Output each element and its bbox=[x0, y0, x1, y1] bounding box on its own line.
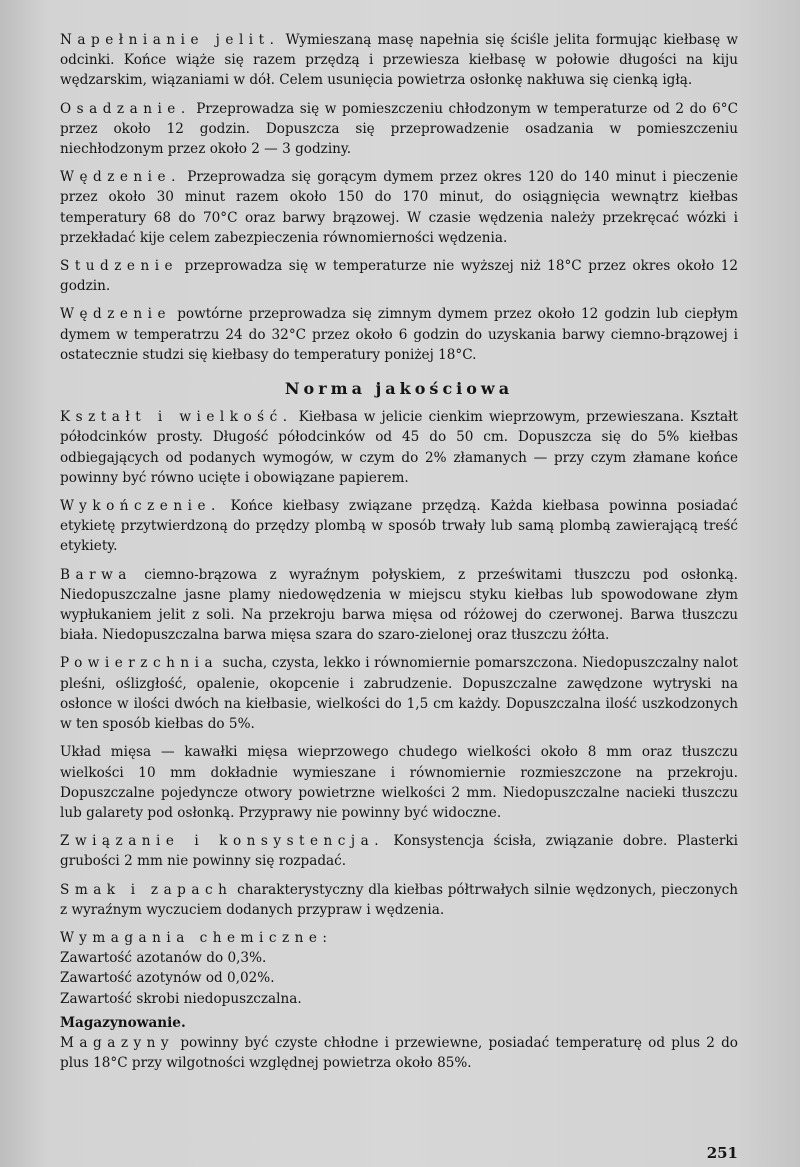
chemical-line: Zawartość azotanów do 0,3%. bbox=[60, 950, 267, 967]
paragraph-color bbox=[60, 565, 738, 646]
paragraph-text: Konsystencja ścisła, związanie dobre. Plasterki grubości 2 mm nie powinny się rozpadać. bbox=[60, 833, 738, 870]
paragraph-text: powtórne przeprowadza się zimnym dymem przez około 12 godzin lub ciepłym dymem w temperatrzu 24 do 32°C przez około 6 godzin do uzyskania barwy ciemno-brązowej i ostatecznie studzi się kiełbasy do temperatury poniżej 18°C. bbox=[60, 306, 738, 363]
paragraph-lead: Wykończenie. bbox=[60, 498, 221, 515]
paragraph-lead: Osadzanie. bbox=[60, 100, 191, 117]
paragraph-lead: Magazyny bbox=[60, 1034, 175, 1051]
paragraph-lead: Wędzenie. bbox=[60, 169, 181, 186]
section-heading: Norma jakościowa bbox=[284, 379, 514, 399]
paragraph-lead: Barwa bbox=[60, 566, 132, 583]
paragraph-finishing bbox=[60, 496, 738, 557]
paragraph-taste-smell bbox=[60, 880, 738, 920]
paragraph-filling bbox=[60, 30, 738, 91]
paragraph-text: charakterystyczny dla kiełbas półtrwałych silnie wędzonych, pieczonych z wyraźnym wyczuciem dodanych przypraw i wędzenia. bbox=[60, 881, 738, 918]
paragraph-text: Końce kiełbasy związane przędzą. Każda kiełbasa powinna posiadać etykietę przytwierdzoną do przędzy plombą w sposób trwały lub samą plombą zawierającą treść etykiety. bbox=[60, 498, 738, 555]
page-number: 251 bbox=[706, 1143, 738, 1162]
paragraph-lead: Powierzchnia bbox=[60, 655, 219, 672]
paragraph-text: powinny być czyste chłodne i przewiewne, posiadać temperaturę od plus 2 do plus 18°C przy wilgotności względnej powietrza około 85%. bbox=[60, 1034, 738, 1072]
paragraph-lead: Kształt i wielkość. bbox=[60, 409, 293, 426]
production-section bbox=[60, 30, 738, 365]
paragraph-text: Przeprowadza się w pomieszczeniu chłodzonym w temperaturze od 2 do 6°C przez około 12 godzin. Dopuszcza się przeprowadzenie osadzania w pomieszczeniu niechłodzonym przez około 2 — 3 godziny. bbox=[60, 100, 738, 158]
paragraph-lead: Związanie i konsystencja. bbox=[60, 833, 385, 850]
chemical-requirements bbox=[60, 928, 738, 1009]
paragraph-text: Wymieszaną masę napełnia się ściśle jelita formując kiełbasę w odcinki. Końce wiąże się razem przędzą i przewiesza kiełbasę w połowie długości na kiju wędzarskim, wiązaniami w dół. Celem usunięcia powietrza osłonkę nakłuwa się cienką igłą. bbox=[60, 32, 738, 89]
paragraph-lead: Wędzenie bbox=[60, 306, 172, 323]
paragraph-text: Układ mięsa — kawałki mięsa wieprzowego chudego wielkości około 8 mm oraz tłuszczu wielkości 10 mm dokładnie wymieszane i równomiernie rozmieszczone na przekroju. Dopuszczalne pojedyncze otwory powietrzne wielkości 2 mm. Niedopuszczalne nacieki tłuszczu lub galarety pod osłonką. Przyprawy nie powinny być widoczne. bbox=[60, 744, 738, 821]
storage-section bbox=[60, 1013, 738, 1074]
paragraph-text: przeprowadza się w temperaturze nie wyższej niż 18°C przez okres około 12 godzin. bbox=[60, 258, 738, 295]
chemical-line: Zawartość azotynów od 0,02%. bbox=[60, 970, 275, 987]
paragraph-text: ciemno-brązowa z wyraźnym połyskiem, z prześwitami tłuszczu pod osłonką. Niedopuszczalne jasne plamy niedowędzenia w miejscu styku kiełbas lub spowodowane złym wypłukaniem jelit z soli. Na przekroju barwa mięsa od różowej do czerwonej. Barwa tłuszczu biała. Niedopuszczalna barwa mięsa szara do szaro-zielonej oraz tłuszczu żółta. bbox=[60, 566, 738, 644]
paragraph-shape-size bbox=[60, 407, 738, 488]
chemical-line: Zawartość skrobi niedopuszczalna. bbox=[60, 990, 302, 1007]
chemical-requirements-title: Wymagania chemiczne: bbox=[60, 929, 333, 946]
storage-title: Magazynowanie. bbox=[60, 1014, 186, 1031]
paragraph-lead: Smak i zapach bbox=[60, 881, 233, 898]
paragraph-settling bbox=[60, 99, 738, 160]
paragraph-smoking bbox=[60, 167, 738, 248]
paragraph-surface bbox=[60, 653, 738, 734]
paragraph-lead: Napełnianie jelit. bbox=[60, 32, 280, 48]
paragraph-text: Przeprowadza się gorącym dymem przez okres 120 do 140 minut i pieczenie przez około 30 minut razem około 150 do 170 minut, do osiągnięcia wewnątrz kiełbas temperatury 68 do 70°C oraz barwy brązowej. W czasie wędzenia należy przekręcać wózki i przekładać kije celem zabezpieczenia równomierności wędzenia. bbox=[60, 169, 738, 246]
quality-norm-section bbox=[60, 407, 738, 920]
paragraph-cooling bbox=[60, 256, 738, 296]
paragraph-text: Kiełbasa w jelicie cienkim wieprzowym, przewieszana. Kształt półodcinków prosty. Długość półodcinków od 45 do 50 cm. Dopuszcza się do 5% kiełbas odbiegających od podanych wymogów, w czym do 2% złamanych — przy czym złamane końce powinny być równo ucięte i obowiązane papierem. bbox=[60, 409, 738, 486]
paragraph-text: sucha, czysta, lekko i równomiernie pomarszczona. Niedopuszczalny nalot pleśni, oślizgłość, opalenie, okopcenie i zabrudzenie. Dopuszczalne zawędzone wytryski na osłonce w ilości dwóch na kiełbasie, wielkości do 1,5 cm każdy. Dopuszczalna ilość uszkodzonych w ten sposób kiełbas do 5%. bbox=[60, 655, 738, 733]
paragraph-resmoking bbox=[60, 304, 738, 365]
paragraph-storage bbox=[60, 1033, 738, 1073]
paragraph-lead: Studzenie bbox=[60, 258, 179, 275]
paragraph-consistency bbox=[60, 831, 738, 871]
paragraph-meat-layout bbox=[60, 742, 738, 823]
